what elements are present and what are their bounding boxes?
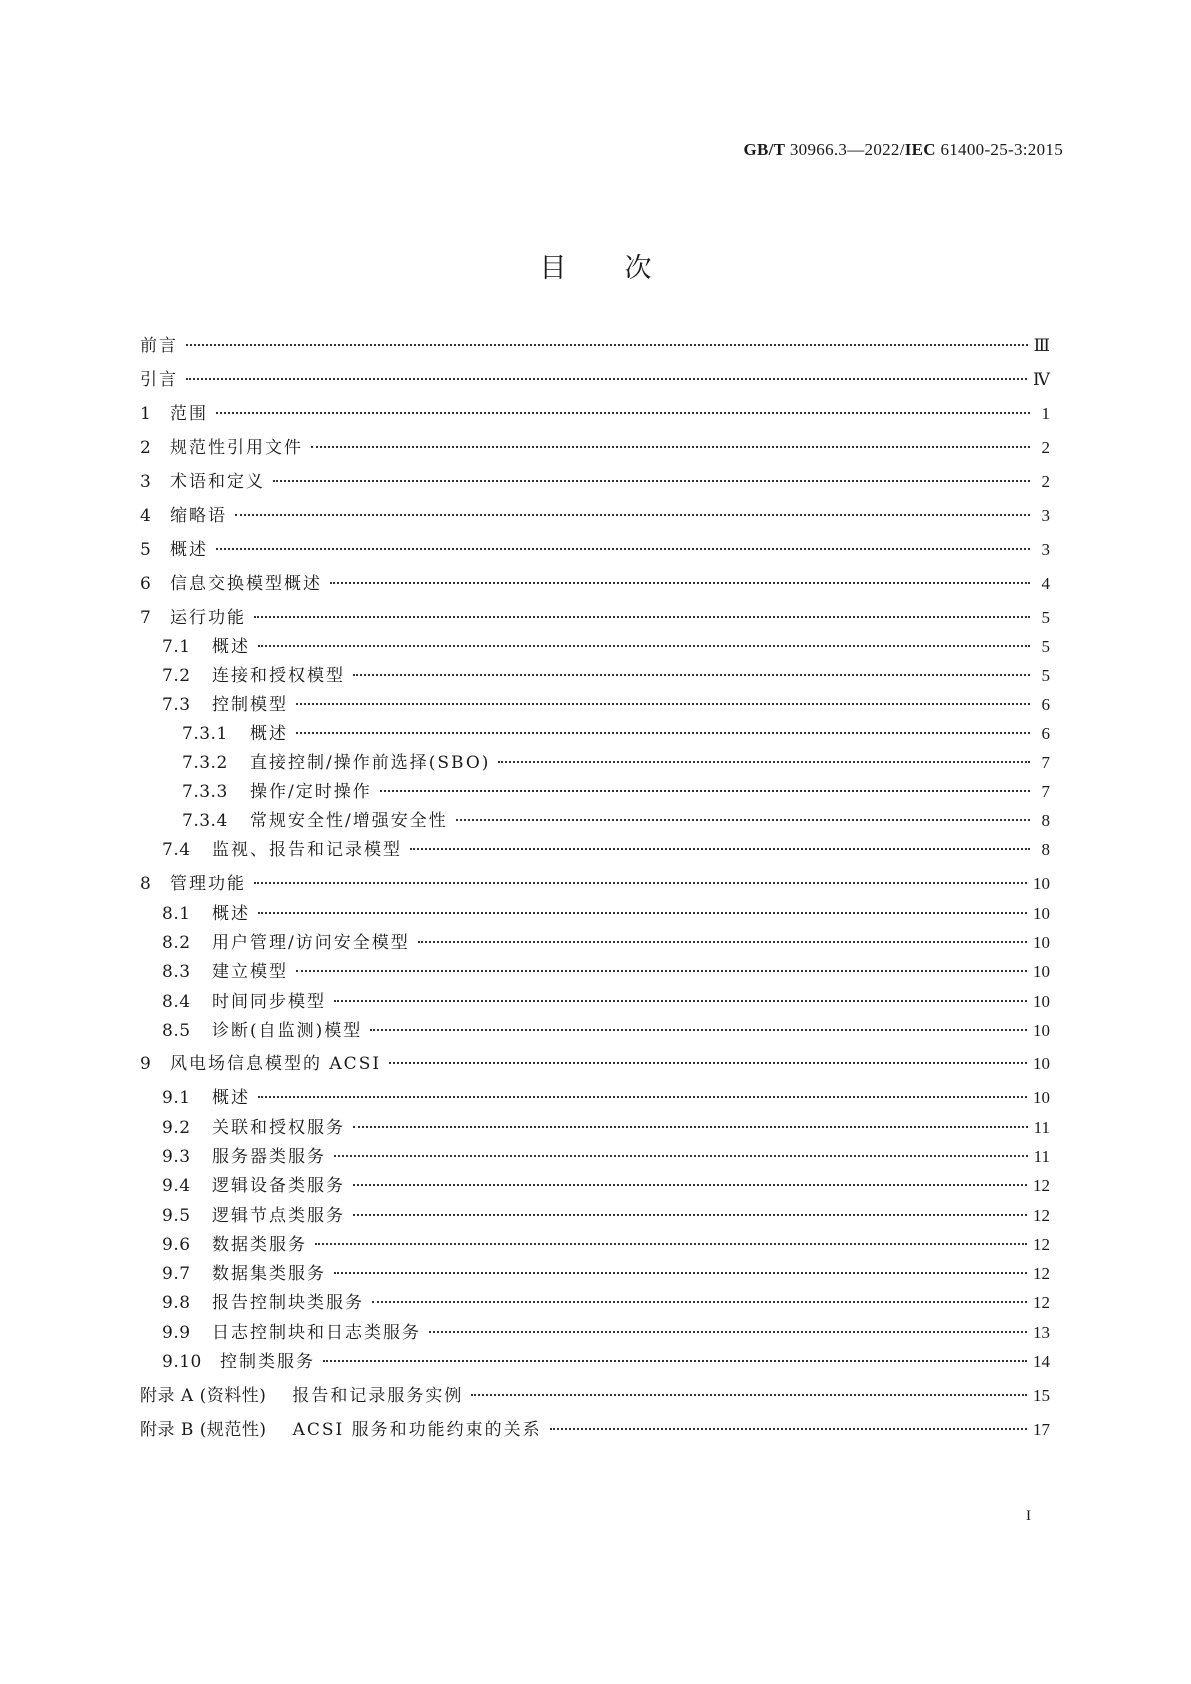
- toc-entry-title: 时间同步模型: [212, 992, 326, 1012]
- toc-entry-page: 12: [1033, 1206, 1050, 1225]
- toc-entry[interactable]: [140, 368, 1050, 392]
- toc-entry-title: 控制类服务: [220, 1352, 315, 1372]
- toc-entry-title: 范围: [170, 404, 208, 424]
- toc-entry-title: 信息交换模型概述: [170, 574, 322, 594]
- toc-entry[interactable]: [140, 1174, 1050, 1198]
- toc-entry-title: 常规安全性/增强安全性: [250, 811, 448, 831]
- toc-entry-number: 1: [140, 404, 152, 424]
- toc-entry-page: Ⅲ: [1033, 336, 1050, 355]
- toc-entry-page: Ⅳ: [1033, 370, 1050, 389]
- toc-entry-page: 17: [1033, 1420, 1050, 1439]
- dot-leader: [353, 674, 1030, 676]
- toc-entry-title: 运行功能: [170, 608, 246, 628]
- toc-entry-page: 2: [1041, 438, 1050, 457]
- dot-leader: [550, 1428, 1027, 1430]
- dot-leader: [296, 703, 1030, 705]
- toc-entry-page: 3: [1041, 540, 1050, 559]
- toc-entry-page: 12: [1033, 1235, 1050, 1254]
- toc-entry-number: 7.3.4: [182, 811, 228, 831]
- dot-leader: [315, 1243, 1027, 1245]
- toc-entry-number: 9.2: [162, 1118, 191, 1138]
- iec-number: 61400-25-3:2015: [940, 140, 1063, 159]
- iec-code: IEC: [904, 140, 936, 159]
- toc-entry-number: 8.1: [162, 904, 191, 924]
- toc-entry-number: 7.2: [162, 666, 191, 686]
- dot-leader: [429, 1331, 1027, 1333]
- toc-entry[interactable]: [140, 693, 1050, 717]
- toc-entry[interactable]: [140, 1350, 1050, 1374]
- toc-entry-page: 10: [1033, 874, 1050, 893]
- dot-leader: [353, 1214, 1027, 1216]
- dot-leader: [258, 1096, 1027, 1098]
- dot-leader: [456, 819, 1030, 821]
- toc-title-char-1: 目: [539, 253, 567, 284]
- toc-entry-page: 7: [1041, 753, 1050, 772]
- toc-entry-page: 10: [1033, 962, 1050, 981]
- toc-entry[interactable]: [140, 902, 1050, 926]
- toc-entry[interactable]: [140, 1052, 1050, 1076]
- toc-entry-number: 9.1: [162, 1088, 191, 1108]
- dot-leader: [334, 1000, 1027, 1002]
- toc-entry[interactable]: [140, 780, 1050, 804]
- dot-leader: [334, 1272, 1027, 1274]
- toc-entry-title: 诊断(自监测)模型: [212, 1021, 363, 1041]
- toc-entry[interactable]: [140, 572, 1050, 596]
- toc-entry-title: 概述: [250, 724, 288, 744]
- toc-entry-page: 8: [1041, 840, 1050, 859]
- toc-entry-number: 6: [140, 574, 152, 594]
- toc-entry-page: 10: [1033, 1021, 1050, 1040]
- toc-entry-title: 操作/定时操作: [250, 782, 372, 802]
- toc-entry[interactable]: [140, 872, 1050, 896]
- toc-entry-page: 11: [1033, 1147, 1050, 1166]
- dot-leader: [334, 1155, 1028, 1157]
- toc-entry-number: 7.3.2: [182, 753, 228, 773]
- toc-title: [0, 246, 1191, 285]
- toc-entry-page: 12: [1033, 1264, 1050, 1283]
- toc-entry-title: 控制模型: [212, 695, 288, 715]
- toc-entry-title: 建立模型: [212, 962, 288, 982]
- toc-entry[interactable]: [140, 1086, 1050, 1110]
- toc-entry-number: 8.2: [162, 933, 191, 953]
- toc-entry-title: 缩略语: [170, 506, 227, 526]
- toc-entry[interactable]: [140, 664, 1050, 688]
- dot-leader: [353, 1126, 1028, 1128]
- toc-entry-title: 监视、报告和记录模型: [212, 840, 402, 860]
- toc-entry[interactable]: [140, 990, 1050, 1014]
- dot-leader: [258, 912, 1027, 914]
- toc-entry-title: 逻辑节点类服务: [212, 1206, 345, 1226]
- toc-entry-title: 术语和定义: [170, 472, 265, 492]
- toc-entry[interactable]: [140, 1204, 1050, 1228]
- toc-entry-number: 4: [140, 506, 152, 526]
- dot-leader: [471, 1394, 1027, 1396]
- toc-entry-page: 10: [1033, 904, 1050, 923]
- toc-entry-title: 规范性引用文件: [170, 438, 303, 458]
- toc-entry-page: 5: [1041, 637, 1050, 656]
- toc-entry-title: 服务器类服务: [212, 1147, 326, 1167]
- toc-entry-page: 12: [1033, 1176, 1050, 1195]
- toc-entry-number: 7.1: [162, 637, 191, 657]
- toc-entry-title: 引言: [140, 370, 178, 390]
- toc-entry-title: 用户管理/访问安全模型: [212, 933, 410, 953]
- toc-entry[interactable]: [140, 838, 1050, 862]
- toc-entry-number: 7.3: [162, 695, 191, 715]
- toc-entry[interactable]: [140, 1019, 1050, 1043]
- toc-entry-page: 10: [1033, 1088, 1050, 1107]
- toc-entry-page: 4: [1041, 574, 1050, 593]
- toc-entry-number: 7.4: [162, 840, 191, 860]
- toc-entry-page: 6: [1041, 695, 1050, 714]
- toc-entry[interactable]: [140, 1233, 1050, 1257]
- toc-entry-page: 10: [1033, 933, 1050, 952]
- toc-entry-page: 12: [1033, 1293, 1050, 1312]
- std-code: GB/T: [743, 140, 786, 159]
- dot-leader: [311, 446, 1030, 448]
- toc-entry-number: 附录 B (规范性): [140, 1420, 267, 1440]
- dot-leader: [216, 412, 1030, 414]
- toc-entry[interactable]: [140, 606, 1050, 630]
- toc-entry-number: 9.8: [162, 1293, 191, 1313]
- toc-entry-title: 报告控制块类服务: [212, 1293, 364, 1313]
- dot-leader: [216, 548, 1030, 550]
- toc-entry-page: 7: [1041, 782, 1050, 801]
- toc-entry-page: 10: [1033, 992, 1050, 1011]
- dot-leader: [186, 344, 1028, 346]
- toc-entry-title: 报告和记录服务实例: [292, 1386, 464, 1406]
- dot-leader: [389, 1062, 1027, 1064]
- toc-entry-title: 连接和授权模型: [212, 666, 345, 686]
- toc-entry[interactable]: [140, 1321, 1050, 1345]
- toc-entry-title: 关联和授权服务: [212, 1118, 345, 1138]
- toc-entry-title: 数据集类服务: [212, 1264, 326, 1284]
- toc-entry-page: 5: [1041, 608, 1050, 627]
- toc-entry-title: ACSI 服务和功能约束的关系: [292, 1420, 542, 1440]
- dot-leader: [273, 480, 1030, 482]
- toc-entry-title: 数据类服务: [212, 1235, 307, 1255]
- toc-entry-number: 7.3.3: [182, 782, 228, 802]
- toc-entry-title: 直接控制/操作前选择(SBO): [250, 753, 491, 773]
- toc-entry-title: 前言: [140, 336, 178, 356]
- toc-entry-page: 2: [1041, 472, 1050, 491]
- toc-entry-number: 8.4: [162, 992, 191, 1012]
- toc-entry-number: 5: [140, 540, 152, 560]
- toc-entry-title: 逻辑设备类服务: [212, 1176, 345, 1196]
- toc-entry-title: 概述: [212, 637, 250, 657]
- dot-leader: [498, 761, 1030, 763]
- toc-entry[interactable]: [140, 751, 1050, 775]
- toc-entry-page: 5: [1041, 666, 1050, 685]
- toc-entry-number: 7: [140, 608, 152, 628]
- toc-entry-number: 7.3.1: [182, 724, 228, 744]
- toc-entry-page: 8: [1041, 811, 1050, 830]
- toc-entry-number: 3: [140, 472, 152, 492]
- toc-entry[interactable]: [140, 960, 1050, 984]
- toc-entry[interactable]: [140, 1418, 1050, 1442]
- dot-leader: [186, 378, 1027, 380]
- toc-entry[interactable]: [140, 538, 1050, 562]
- toc-entry[interactable]: [140, 1145, 1050, 1169]
- toc-title-char-2: 次: [624, 253, 652, 284]
- toc-entry[interactable]: [140, 931, 1050, 955]
- dot-leader: [296, 970, 1027, 972]
- toc-entry-number: 9.3: [162, 1147, 191, 1167]
- toc-entry-page: 3: [1041, 506, 1050, 525]
- toc-entry-page: 6: [1041, 724, 1050, 743]
- toc-entry-number: 9.5: [162, 1206, 191, 1226]
- toc-entry[interactable]: [140, 504, 1050, 528]
- dot-leader: [323, 1360, 1027, 1362]
- dot-leader: [372, 1301, 1027, 1303]
- toc-entry[interactable]: [140, 809, 1050, 833]
- toc-entry-number: 9: [140, 1054, 152, 1074]
- toc-entry[interactable]: [140, 1291, 1050, 1315]
- dot-leader: [418, 941, 1027, 943]
- toc-entry-page: 10: [1033, 1054, 1050, 1073]
- dot-leader: [235, 514, 1030, 516]
- toc-entry[interactable]: [140, 722, 1050, 746]
- toc-entry-number: 2: [140, 438, 152, 458]
- toc-entry-page: 11: [1033, 1118, 1050, 1137]
- toc-entry-page: 1: [1041, 404, 1050, 423]
- toc-entry-number: 8.3: [162, 962, 191, 982]
- standard-number: [743, 140, 1063, 160]
- dot-leader: [254, 882, 1027, 884]
- toc-entry[interactable]: [140, 436, 1050, 460]
- std-number: 30966.3—2022/: [789, 140, 905, 159]
- toc-entry-number: 8.5: [162, 1021, 191, 1041]
- dot-leader: [330, 582, 1030, 584]
- toc-entry-title: 日志控制块和日志类服务: [212, 1323, 421, 1343]
- toc-entry[interactable]: [140, 1262, 1050, 1286]
- dot-leader: [353, 1184, 1027, 1186]
- toc-entry-title: 风电场信息模型的 ACSI: [170, 1054, 382, 1074]
- toc-entry[interactable]: [140, 470, 1050, 494]
- toc-entry-title: 管理功能: [170, 874, 246, 894]
- toc-entry[interactable]: [140, 1384, 1050, 1408]
- toc-entry[interactable]: [140, 1116, 1050, 1140]
- toc-entry-number: 9.9: [162, 1323, 191, 1343]
- toc-entry-number: 8: [140, 874, 152, 894]
- toc-entry-number: 9.4: [162, 1176, 191, 1196]
- toc-entry[interactable]: [140, 334, 1050, 358]
- dot-leader: [296, 732, 1030, 734]
- toc-entry-page: 15: [1033, 1386, 1050, 1405]
- dot-leader: [254, 616, 1030, 618]
- dot-leader: [370, 1029, 1027, 1031]
- page-number: I: [1026, 1508, 1031, 1524]
- toc-entry[interactable]: [140, 635, 1050, 659]
- dot-leader: [380, 790, 1030, 792]
- toc-entry-title: 概述: [170, 540, 208, 560]
- toc-entry-title: 概述: [212, 904, 250, 924]
- toc-entry-page: 14: [1033, 1352, 1050, 1371]
- dot-leader: [410, 848, 1030, 850]
- toc-entry-number: 9.7: [162, 1264, 191, 1284]
- toc-entry-number: 9.10: [162, 1352, 202, 1372]
- toc-entry-number: 9.6: [162, 1235, 191, 1255]
- toc-entry-page: 13: [1033, 1323, 1050, 1342]
- toc-entry[interactable]: [140, 402, 1050, 426]
- toc-entry-title: 概述: [212, 1088, 250, 1108]
- toc-entry-number: 附录 A (资料性): [140, 1386, 267, 1406]
- dot-leader: [258, 645, 1030, 647]
